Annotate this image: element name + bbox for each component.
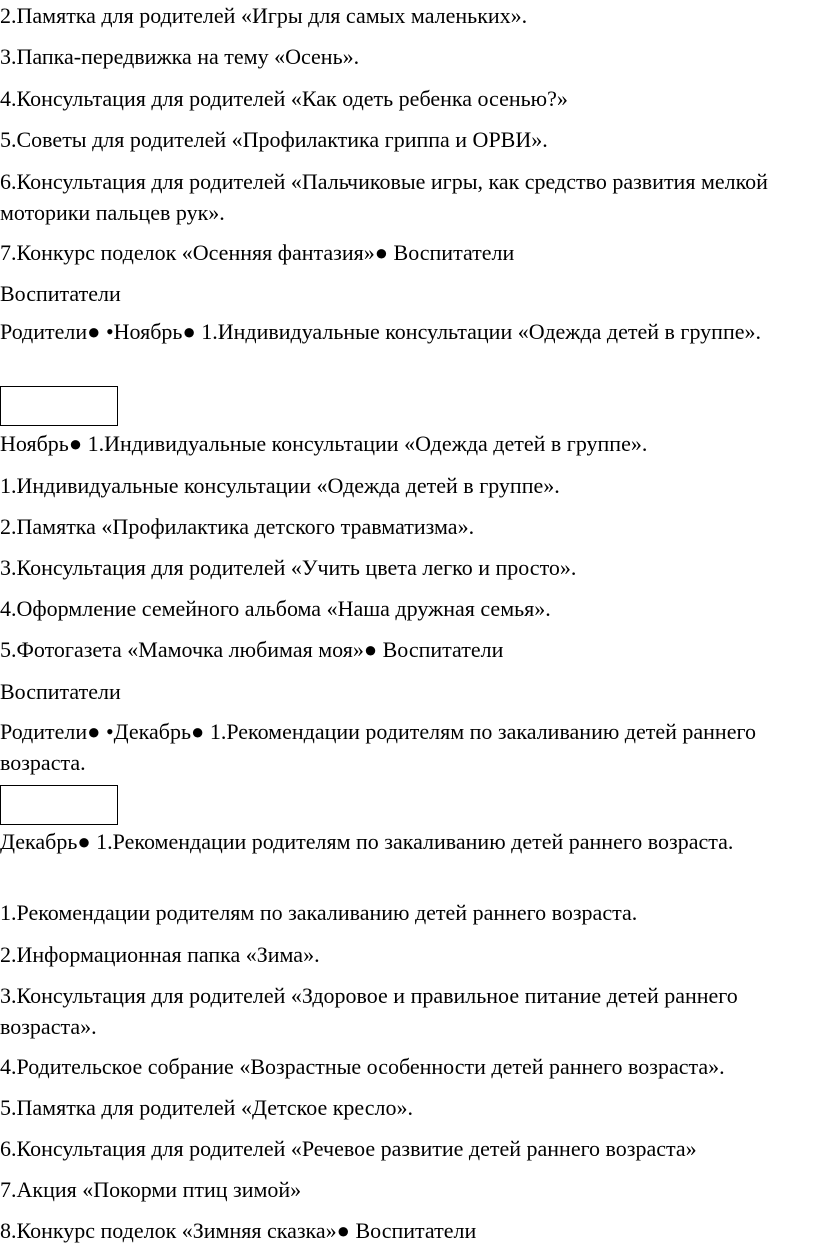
text-line: 3.Папка-передвижка на тему «Осень».: [0, 44, 360, 69]
text-line: Ноябрь● 1.Индивидуальные консультации «Одежда детей в группе».: [0, 431, 648, 456]
text-line: Воспитатели: [0, 281, 121, 306]
text-line: Декабрь● 1.Рекомендации родителям по закаливанию детей раннего возраста.: [0, 829, 734, 854]
text-line: 1.Индивидуальные консультации «Одежда детей в группе».: [0, 473, 560, 498]
empty-cell-box: [0, 386, 118, 426]
text-line: 8.Конкурс поделок «Зимняя сказка»● Воспитатели: [0, 1218, 477, 1243]
text-line: 3.Консультация для родителей «Учить цвета легко и просто».: [0, 555, 577, 580]
text-line: 1.Рекомендации родителям по закаливанию детей раннего возраста.: [0, 900, 638, 925]
text-line: 5.Памятка для родителей «Детское кресло».: [0, 1095, 413, 1120]
text-line: 6.Консультация для родителей «Речевое развитие детей раннего возраста»: [0, 1136, 697, 1161]
text-line: 3.Консультация для родителей «Здоровое и правильное питание детей раннего возраста».: [0, 983, 738, 1039]
text-line: Воспитатели: [0, 679, 121, 704]
text-line: 6.Консультация для родителей «Пальчиковые игры, как средство развития мелкой моторики пальцев рук».: [0, 169, 768, 225]
text-line: 7.Конкурс поделок «Осенняя фантазия»● Воспитатели: [0, 240, 515, 265]
text-line: 4.Родительское собрание «Возрастные особенности детей раннего возраста».: [0, 1054, 725, 1079]
empty-cell-box: [0, 785, 118, 825]
text-line: 7.Акция «Покорми птиц зимой»: [0, 1177, 302, 1202]
text-line: 4.Консультация для родителей «Как одеть ребенка осенью?»: [0, 86, 568, 111]
text-line: 5.Фотогазета «Мамочка любимая моя»● Воспитатели: [0, 637, 504, 662]
text-line: Родители● •Декабрь● 1.Рекомендации родителям по закаливанию детей раннего возраста.: [0, 719, 756, 775]
text-line: 5.Советы для родителей «Профилактика гриппа и ОРВИ».: [0, 127, 548, 152]
text-line: 2.Памятка «Профилактика детского травматизма».: [0, 514, 475, 539]
text-line: 2.Памятка для родителей «Игры для самых маленьких».: [0, 3, 528, 28]
text-line: 4.Оформление семейного альбома «Наша дружная семья».: [0, 596, 551, 621]
text-line: 2.Информационная папка «Зима».: [0, 942, 320, 967]
text-line: Родители● •Ноябрь● 1.Индивидуальные консультации «Одежда детей в группе».: [0, 319, 761, 344]
